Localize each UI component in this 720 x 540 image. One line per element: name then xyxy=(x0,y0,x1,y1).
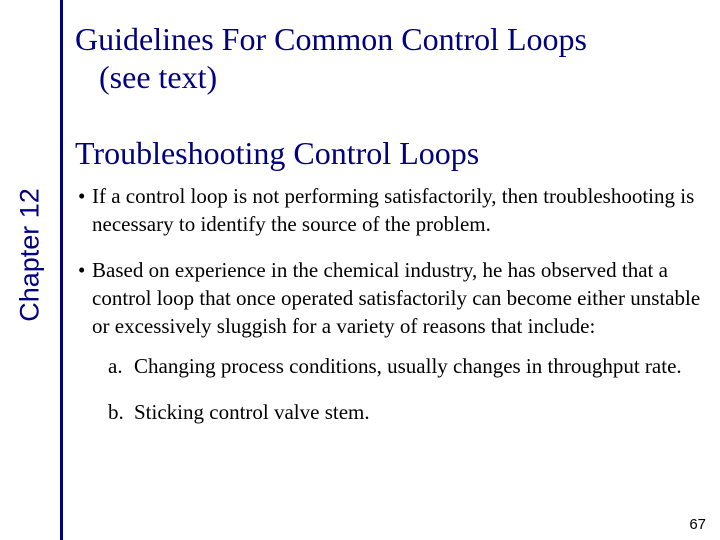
title-line-2: (see text) xyxy=(99,59,218,95)
bullet-text: If a control loop is not performing satisfactorily, then troubleshooting is necessary to identify the source of the problem. xyxy=(92,184,695,236)
sub-item-text: Sticking control valve stem. xyxy=(134,400,370,424)
title-line-1: Guidelines For Common Control Loops xyxy=(75,21,587,57)
sub-item-text: Changing process conditions, usually changes in throughput rate. xyxy=(134,354,682,378)
sub-item-list xyxy=(92,352,708,426)
sub-item-letter: a. xyxy=(108,354,123,378)
sub-item-letter: b. xyxy=(108,400,124,424)
slide-title xyxy=(75,20,715,96)
sub-item xyxy=(92,352,708,380)
page-number: 67 xyxy=(689,516,706,533)
bullet-item xyxy=(78,182,708,238)
bullet-item xyxy=(78,256,708,426)
bullet-text: Based on experience in the chemical industry, he has observed that a control loop that once operated satisfactorily can become either unstable or excessively sluggish for a variety of reasons that include: xyxy=(92,258,701,338)
sub-item xyxy=(92,398,708,426)
slide-subtitle: Troubleshooting Control Loops xyxy=(75,135,480,171)
bullet-list xyxy=(78,182,708,426)
chapter-label: Chapter 12 xyxy=(14,188,45,322)
sidebar-divider xyxy=(60,0,63,540)
